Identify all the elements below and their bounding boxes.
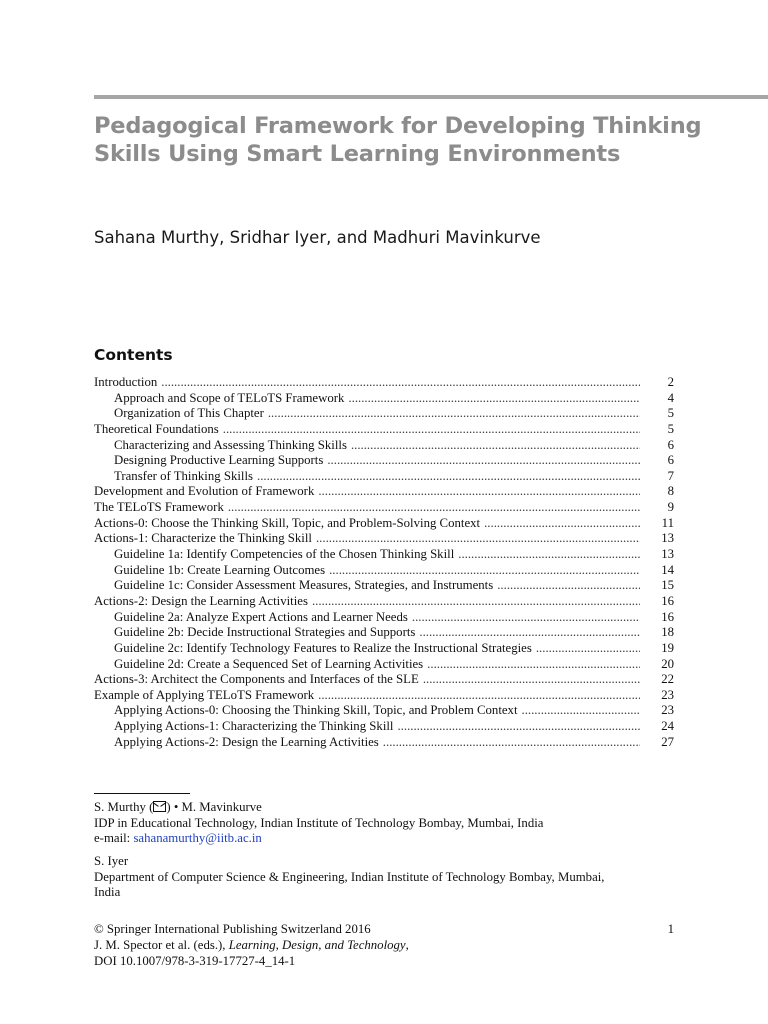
doi-line: DOI 10.1007/978-3-319-17727-4_14-1 (94, 954, 296, 968)
page-number: 1 (667, 922, 674, 936)
toc-entry-title: The TELoTS Framework (94, 500, 224, 515)
toc-entry-title: Theoretical Foundations (94, 421, 219, 436)
toc-leader-dots (161, 375, 640, 391)
toc-leader-dots (427, 657, 640, 673)
footnote-affiliation2-line2: India (94, 885, 121, 899)
toc-entry-title: Guideline 2d: Create a Sequenced Set of Learning Activities (114, 656, 424, 671)
toc-leader-dots (536, 641, 640, 657)
toc-entry-page: 15 (661, 578, 674, 593)
toc-entry-page: 18 (661, 625, 674, 640)
toc-entry-title: Applying Actions-0: Choosing the Thinking Skill, Topic, and Problem Context (114, 703, 518, 718)
toc-leader-dots (329, 563, 640, 579)
toc-entry[interactable] (94, 484, 674, 500)
toc-leader-dots (397, 719, 640, 735)
toc-entry-page: 16 (661, 609, 674, 624)
chapter-title: Pedagogical Framework for Developing Thinking Skills Using Smart Learning Environments (94, 113, 702, 167)
toc-leader-dots (257, 469, 640, 485)
toc-leader-dots (316, 531, 640, 547)
toc-entry[interactable] (94, 719, 674, 735)
toc-entry-title: Example of Applying TELoTS Framework (94, 687, 315, 702)
citation-line (94, 938, 694, 954)
toc-entry-page: 14 (661, 562, 674, 577)
toc-entry-title: Organization of This Chapter (114, 406, 264, 421)
toc-entry-title: Actions-1: Characterize the Thinking Skill (94, 531, 312, 546)
toc-entry[interactable] (94, 672, 674, 688)
toc-leader-dots (312, 594, 640, 610)
toc-entry-title: Guideline 2b: Decide Instructional Strategies and Supports (114, 625, 416, 640)
toc-leader-dots (351, 438, 640, 454)
footnote-affiliation1: IDP in Educational Technology, Indian Institute of Technology Bombay, Mumbai, India (94, 816, 544, 830)
toc-entry[interactable] (94, 641, 674, 657)
toc-entry-title: Guideline 2a: Analyze Expert Actions and Learner Needs (114, 609, 408, 624)
toc-leader-dots (327, 453, 640, 469)
toc-entry[interactable] (94, 500, 674, 516)
toc-entry-page: 5 (667, 421, 674, 436)
toc-entry[interactable] (94, 688, 674, 704)
toc-entry-title: Applying Actions-1: Characterizing the Thinking Skill (114, 719, 394, 734)
toc-entry-page: 9 (667, 500, 674, 515)
toc-entry-title: Applying Actions-2: Design the Learning Activities (114, 734, 379, 749)
toc-leader-dots (268, 406, 640, 422)
toc-entry[interactable] (94, 406, 674, 422)
copyright-line: © Springer International Publishing Switzerland 2016 (94, 922, 371, 936)
toc-entry-page: 4 (667, 390, 674, 405)
toc-entry-title: Actions-3: Architect the Components and Interfaces of the SLE (94, 672, 419, 687)
toc-entry[interactable] (94, 375, 674, 391)
toc-entry-page: 13 (661, 547, 674, 562)
toc-leader-dots (318, 484, 640, 500)
toc-leader-dots (318, 688, 640, 704)
toc-entry-page: 6 (667, 437, 674, 452)
toc-entry[interactable] (94, 563, 674, 579)
toc-entry-title: Guideline 2c: Identify Technology Features to Realize the Instructional Strategies (114, 640, 532, 655)
author1-suffix: ) • M. Mavinkurve (166, 800, 262, 814)
footnote-author2: S. Iyer (94, 854, 129, 868)
top-rule (94, 95, 768, 99)
toc-entry-page: 11 (661, 515, 674, 530)
toc-leader-dots (423, 672, 640, 688)
toc-entry-page: 23 (661, 703, 674, 718)
footnote-affiliation2-line1: Department of Computer Science & Engineering, Indian Institute of Technology Bombay, Mumbai, (94, 870, 605, 884)
toc-entry[interactable] (94, 578, 674, 594)
toc-entry-title: Approach and Scope of TELoTS Framework (114, 390, 345, 405)
toc-entry[interactable] (94, 391, 674, 407)
toc-leader-dots (458, 547, 640, 563)
citation-suffix: , (405, 938, 409, 952)
toc-entry[interactable] (94, 516, 674, 532)
toc-leader-dots (522, 703, 640, 719)
toc-entry[interactable] (94, 453, 674, 469)
toc-entry-title: Guideline 1c: Consider Assessment Measures, Strategies, and Instruments (114, 578, 494, 593)
toc-entry-page: 27 (661, 734, 674, 749)
toc-entry-page: 24 (661, 719, 674, 734)
envelope-icon (153, 801, 166, 812)
toc-entry-page: 13 (661, 531, 674, 546)
toc-entry-page: 7 (667, 468, 674, 483)
footnote-author1 (94, 800, 684, 816)
email-link[interactable]: sahanamurthy@iitb.ac.in (133, 831, 262, 845)
toc-entry-title: Development and Evolution of Framework (94, 484, 315, 499)
footnote-rule (94, 793, 190, 794)
toc-entry[interactable] (94, 657, 674, 673)
toc-entry-page: 20 (661, 656, 674, 671)
footnote-email-line (94, 831, 684, 847)
toc-entry[interactable] (94, 625, 674, 641)
book-title: Learning, Design, and Technology (228, 938, 406, 952)
toc-entry-title: Introduction (94, 375, 158, 389)
toc-leader-dots (419, 625, 640, 641)
toc-entry-title: Transfer of Thinking Skills (114, 468, 253, 483)
toc-leader-dots (383, 735, 640, 751)
toc-entry[interactable] (94, 531, 674, 547)
toc-entry-page: 19 (661, 640, 674, 655)
toc-entry-page: 16 (661, 593, 674, 608)
toc-entry-page: 8 (667, 484, 674, 499)
toc-entry[interactable] (94, 594, 674, 610)
toc-entry-page: 2 (667, 375, 674, 389)
toc-entry-page: 5 (667, 406, 674, 421)
toc-leader-dots (223, 422, 640, 438)
citation-prefix: J. M. Spector et al. (eds.), (94, 938, 229, 952)
authors: Sahana Murthy, Sridhar Iyer, and Madhuri Mavinkurve (94, 228, 541, 247)
toc-entry[interactable] (94, 422, 674, 438)
toc-entry-title: Designing Productive Learning Supports (114, 453, 324, 468)
toc-leader-dots (412, 610, 640, 626)
toc-entry-page: 6 (667, 453, 674, 468)
toc-entry-title: Guideline 1a: Identify Competencies of the Chosen Thinking Skill (114, 547, 455, 562)
toc-entry-title: Characterizing and Assessing Thinking Skills (114, 437, 347, 452)
toc-entry-page: 22 (661, 672, 674, 687)
toc-entry[interactable] (94, 547, 674, 563)
toc-leader-dots (497, 578, 640, 594)
toc-entry-title: Actions-0: Choose the Thinking Skill, Topic, and Problem-Solving Context (94, 515, 481, 530)
toc-entry[interactable] (94, 703, 674, 719)
toc-entry-title: Actions-2: Design the Learning Activities (94, 593, 308, 608)
toc-leader-dots (484, 516, 640, 532)
toc-entry-title: Guideline 1b: Create Learning Outcomes (114, 562, 326, 577)
toc-entry[interactable] (94, 610, 674, 626)
toc-entry[interactable] (94, 469, 674, 485)
toc-entry-page: 23 (661, 687, 674, 702)
toc-leader-dots (348, 391, 640, 407)
author1-name: S. Murthy ( (94, 800, 154, 814)
contents-heading: Contents (94, 346, 173, 364)
email-label: e-mail: (94, 831, 134, 845)
toc-entry[interactable] (94, 438, 674, 454)
toc-entry[interactable] (94, 735, 674, 751)
toc-leader-dots (228, 500, 640, 516)
table-of-contents (94, 375, 674, 750)
